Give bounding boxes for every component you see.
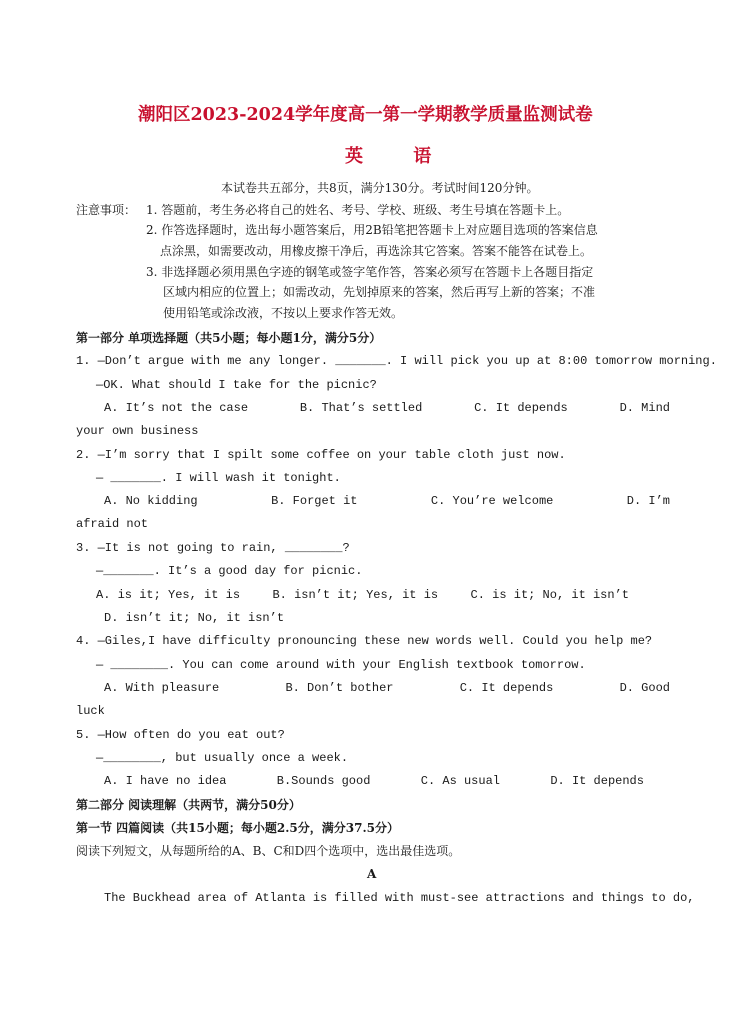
- q2-reply: — _______. I will wash it tonight.: [96, 471, 341, 485]
- q3-option-c[interactable]: C. is it; No, it isn’t: [470, 588, 629, 602]
- q2-stem: 2. —I’m sorry that I spilt some coffee on your table cloth just now.: [76, 448, 566, 462]
- q4-stem: 4. —Giles,I have difficulty pronouncing these new words well. Could you help me?: [76, 634, 653, 648]
- q2-options: [104, 493, 670, 509]
- exam-intro: 本试卷共五部分，共8页，满分130分。考试时间120分钟。: [221, 181, 539, 195]
- q4-options: [104, 680, 670, 696]
- q1-options: [104, 400, 670, 416]
- q5-option-b[interactable]: B.Sounds good: [276, 774, 371, 788]
- note-1: 1. 答题前，考生务必将自己的姓名、考号、学校、班级、考生号填在答题卡上。: [146, 203, 570, 217]
- q5-reply: —________, but usually once a week.: [96, 751, 349, 765]
- q2-option-d[interactable]: D. I’m: [626, 494, 670, 508]
- note-3-line-1: 3. 非选择题必须用黑色字迹的钢笔或签字笔作答，答案必须写在答题卡上各题目指定: [146, 265, 594, 279]
- q5-option-d[interactable]: D. It depends: [550, 774, 644, 788]
- part2-heading: 第二部分 阅读理解（共两节，满分50分）: [76, 798, 301, 812]
- exam-title: 潮阳区2023-2024学年度高一第一学期教学质量监测试卷: [138, 105, 593, 125]
- subject-heading: 英 语: [345, 146, 454, 167]
- part1-heading: 第一部分 单项选择题（共5小题；每小题1分，满分5分）: [76, 331, 382, 345]
- q1-option-a[interactable]: A. It’s not the case: [104, 401, 249, 415]
- passage-label: A: [367, 867, 377, 881]
- note-3-line-2: 区域内相应的位置上；如需改动，先划掉原来的答案，然后再写上新的答案；不准: [163, 285, 596, 299]
- q2-option-c[interactable]: C. You’re welcome: [430, 494, 554, 508]
- note-2-line-1: 2. 作答选择题时，选出每小题答案后，用2B铅笔把答题卡上对应题目选项的答案信息: [146, 223, 598, 237]
- q4-option-d[interactable]: D. Good: [619, 681, 670, 695]
- q1-reply: —OK. What should I take for the picnic?: [96, 378, 377, 392]
- q4-option-c[interactable]: C. It depends: [459, 681, 554, 695]
- q2-option-b[interactable]: B. Forget it: [271, 494, 358, 508]
- q3-option-a[interactable]: A. is it; Yes, it is: [96, 588, 241, 602]
- q1-option-c[interactable]: C. It depends: [474, 401, 568, 415]
- q5-option-c[interactable]: C. As usual: [420, 774, 500, 788]
- q3-option-b[interactable]: B. isn’t it; Yes, it is: [272, 588, 439, 602]
- reading-instruction: 阅读下列短文，从每题所给的A、B、C和D四个选项中，选出最佳选项。: [76, 844, 461, 858]
- q3-stem: 3. —It is not going to rain, ________?: [76, 541, 350, 555]
- passage-first-line: The Buckhead area of Atlanta is filled with must-see attractions and things to do,: [104, 891, 695, 905]
- q4-option-wrap: luck: [76, 704, 105, 718]
- q3-options: [96, 587, 629, 603]
- q1-option-b[interactable]: B. That’s settled: [299, 401, 423, 415]
- q4-option-a[interactable]: A. With pleasure: [104, 681, 220, 695]
- q4-option-b[interactable]: B. Don’t bother: [285, 681, 394, 695]
- q5-options: [104, 773, 644, 789]
- notes-label: 注意事项：: [76, 203, 137, 217]
- q2-option-a[interactable]: A. No kidding: [104, 494, 198, 508]
- note-3-line-3: 使用铅笔或涂改液，不按以上要求作答无效。: [163, 306, 404, 320]
- q1-option-d[interactable]: D. Mind: [619, 401, 670, 415]
- q3-option-d[interactable]: D. isn’t it; No, it isn’t: [104, 611, 285, 625]
- q3-reply: —_______. It’s a good day for picnic.: [96, 564, 363, 578]
- q1-stem: 1. —Don’t argue with me any longer. _______. I will pick you up at 8:00 tomorrow morning.: [76, 354, 717, 368]
- q5-stem: 5. —How often do you eat out?: [76, 728, 285, 742]
- q5-option-a[interactable]: A. I have no idea: [104, 774, 227, 788]
- note-2-line-2: 点涂黑，如需要改动，用橡皮擦干净后，再选涂其它答案。答案不能答在试卷上。: [160, 244, 593, 258]
- q1-option-wrap: your own business: [76, 424, 199, 438]
- section1-heading: 第一节 四篇阅读（共15小题；每小题2.5分，满分37.5分）: [76, 821, 399, 835]
- q2-option-wrap: afraid not: [76, 517, 149, 531]
- q4-reply: — ________. You can come around with your English textbook tomorrow.: [96, 658, 586, 672]
